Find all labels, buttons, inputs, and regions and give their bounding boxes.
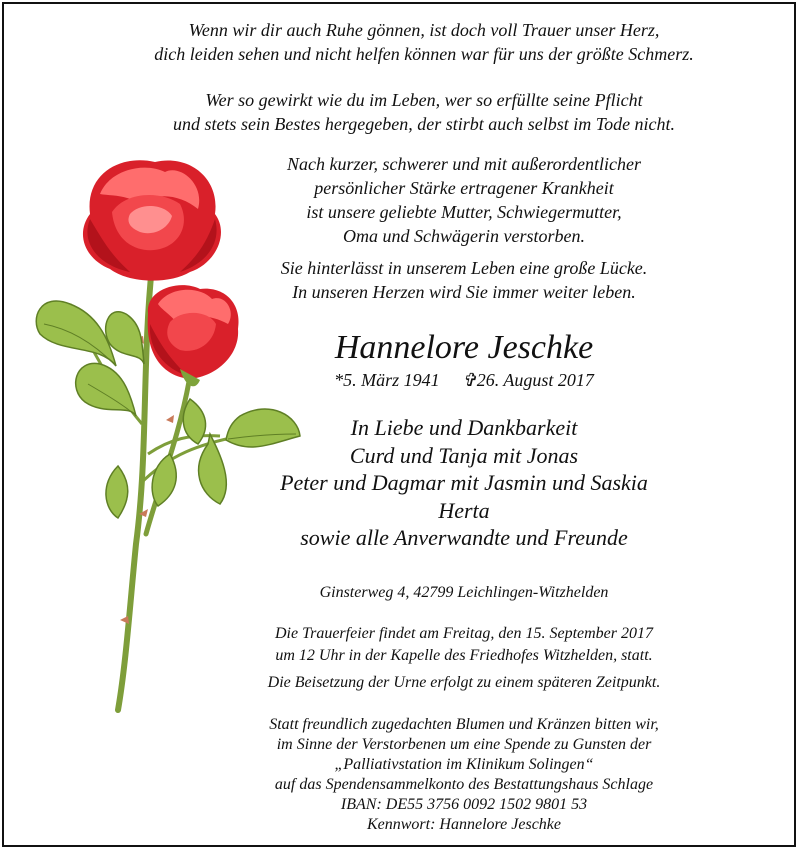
mourner-line: Herta <box>438 497 490 523</box>
announcement-line: Nach kurzer, schwerer und mit außerordentlicher <box>287 154 641 174</box>
announcement-line: Oma und Schwägerin verstorben. <box>343 226 585 246</box>
donation-line: auf das Spendensammelkonto des Bestattungshaus Schlage <box>274 776 654 793</box>
urn-burial-info: Die Beisetzung der Urne erfolgt zu einem späteren Zeitpunkt. <box>267 674 661 691</box>
service-line: um 12 Uhr in der Kapelle des Friedhofes Witzhelden, statt. <box>275 647 653 664</box>
poem-line: und stets sein Bestes hergegeben, der stirbt auch selbst im Tode nicht. <box>172 114 676 134</box>
poem-line: Wer so gewirkt wie du im Leben, wer so erfüllte seine Pflicht <box>205 90 643 110</box>
mourner-line: Peter und Dagmar mit Jasmin und Saskia <box>280 470 648 495</box>
remembrance-line: In unseren Herzen wird Sie immer weiter leben. <box>292 282 636 302</box>
mourner-line: Curd und Tanja mit Jonas <box>349 442 579 468</box>
iban-line: IBAN: DE55 3756 0092 1502 9801 53 <box>340 796 588 813</box>
funeral-service-info <box>244 623 684 667</box>
donation-line: im Sinne der Verstorbenen um eine Spende zu Gunsten der <box>276 736 652 753</box>
poem-verse-1 <box>64 18 784 66</box>
donation-line: Statt freundlich zugedachten Blumen und Kränzen bitten wir, <box>269 716 659 733</box>
mourner-line: In Liebe und Dankbarkeit <box>350 415 578 440</box>
announcement-line: ist unsere geliebte Mutter, Schwiegermutter, <box>306 202 622 222</box>
mourner-line: sowie alle Anverwandte und Freunde <box>300 525 628 550</box>
remembrance-text <box>244 256 684 304</box>
death-date: ✞26. August 2017 <box>461 370 594 390</box>
obituary-frame <box>2 2 796 847</box>
mourners-list <box>244 414 684 552</box>
deceased-name: Hannelore Jeschke <box>334 329 594 366</box>
life-dates <box>244 368 684 392</box>
family-address: Ginsterweg 4, 42799 Leichlingen-Witzhelden <box>319 584 609 601</box>
death-announcement <box>244 152 684 248</box>
remembrance-line: Sie hinterlässt in unserem Leben eine große Lücke. <box>280 258 648 278</box>
service-line: Die Trauerfeier findet am Freitag, den 15. September 2017 <box>274 625 653 642</box>
birth-date: *5. März 1941 <box>334 370 440 390</box>
donation-request <box>184 715 744 835</box>
poem-verse-2 <box>64 88 784 136</box>
keyword-line: Kennwort: Hannelore Jeschke <box>366 816 561 833</box>
donation-line: „Palliativstation im Klinikum Solingen“ <box>334 756 594 773</box>
poem-line: Wenn wir dir auch Ruhe gönnen, ist doch voll Trauer unser Herz, <box>188 20 660 40</box>
poem-line: dich leiden sehen und nicht helfen können war für uns der größte Schmerz. <box>154 44 694 64</box>
announcement-line: persönlicher Stärke ertragener Krankheit <box>314 178 614 198</box>
